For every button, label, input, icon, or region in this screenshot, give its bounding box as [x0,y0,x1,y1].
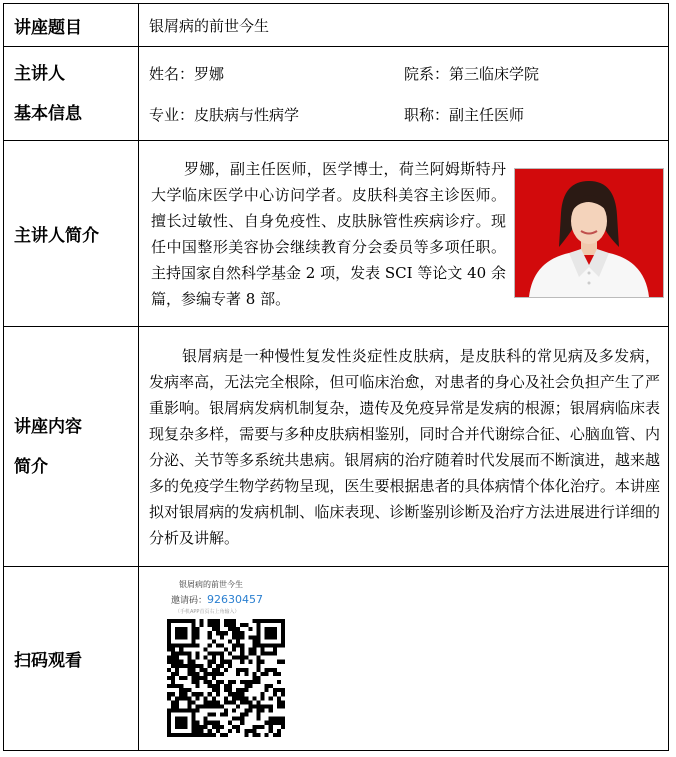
dept-value: 第三临床学院 [449,64,540,83]
topic-value: 银屑病的前世今生 [149,16,270,35]
speaker-label-line1: 主讲人 [14,63,65,84]
speaker-dept-field [404,63,658,84]
speaker-label [4,47,139,141]
qr-title: 银屑病的前世今生 [179,579,243,589]
title-value: 副主任医师 [449,105,525,124]
topic-label: 讲座题目 [4,4,139,47]
invite-code: 92630457 [207,592,264,606]
speaker-label-line2: 基本信息 [14,103,82,124]
content-row [4,327,669,567]
invite-label: 邀请码： [171,595,208,606]
speaker-info-grid [139,63,668,125]
invite-line [171,593,668,606]
speaker-portrait-image [515,169,663,297]
bio-label: 主讲人简介 [4,141,139,327]
title-label: 职称： [404,105,450,124]
bio-wrap [139,150,668,318]
content-text: 银屑病是一种慢性复发性炎症性皮肤病，是皮肤科的常见病及多发病，发病率高，无法完全根除，但可临床治愈，对患者的身心及社会负担产生了严重影响。银屑病发病机制复杂，遗传及免疫异常是发病的根源；银屑病临床表现复杂多样，需要与多种皮肤病相鉴别，同时合并代谢综合征、心脑血管、内分泌、关节等多系统共患病。银屑病的治疗随着时代发展而不断演进，越来越多的免疫学生物学药物呈现，医生要根据患者的具体病情个体化治疗。本讲座拟对银屑病的发病机制、临床表现、诊断鉴别诊断及治疗方法进展进行详细的分析及讲解。 [149,346,660,547]
lecture-info-table [3,3,669,751]
speaker-major-field [149,104,404,125]
name-label: 姓名： [149,64,195,83]
bio-text: 罗娜，副主任医师，医学博士，荷兰阿姆斯特丹大学临床医学中心访问学者。皮肤科美容主诊医师。擅长过敏性、自身免疫性、皮肤脉管性疾病诊疗。现任中国整形美容协会继续教育分会委员等多项任职。主持国家自然科学基金 2 项，发表 SCI 等论文 40 余篇，参编专著 8 部。 [151,159,506,308]
content-cell [139,327,669,567]
qr-cell [139,567,669,751]
speaker-title-field [404,104,658,125]
topic-row [4,4,669,47]
content-label-line1: 讲座内容 [14,416,82,437]
qr-label: 扫码观看 [4,567,139,751]
content-label-line2: 简介 [14,456,48,477]
speaker-photo [514,168,664,298]
content-label [4,327,139,567]
bio-row [4,141,669,327]
dept-label: 院系： [404,64,450,83]
bio-cell [139,141,669,327]
major-label: 专业： [149,105,195,124]
name-value: 罗娜 [194,64,225,83]
qr-hint: （手机APP首页右上角输入） [175,608,240,615]
major-value: 皮肤病与性病学 [194,105,300,124]
topic-cell [139,4,669,47]
qr-row [4,567,669,751]
speaker-info-cell [139,47,669,141]
speaker-row [4,47,669,141]
speaker-name-field [149,63,404,84]
qr-code-image[interactable] [167,619,285,737]
